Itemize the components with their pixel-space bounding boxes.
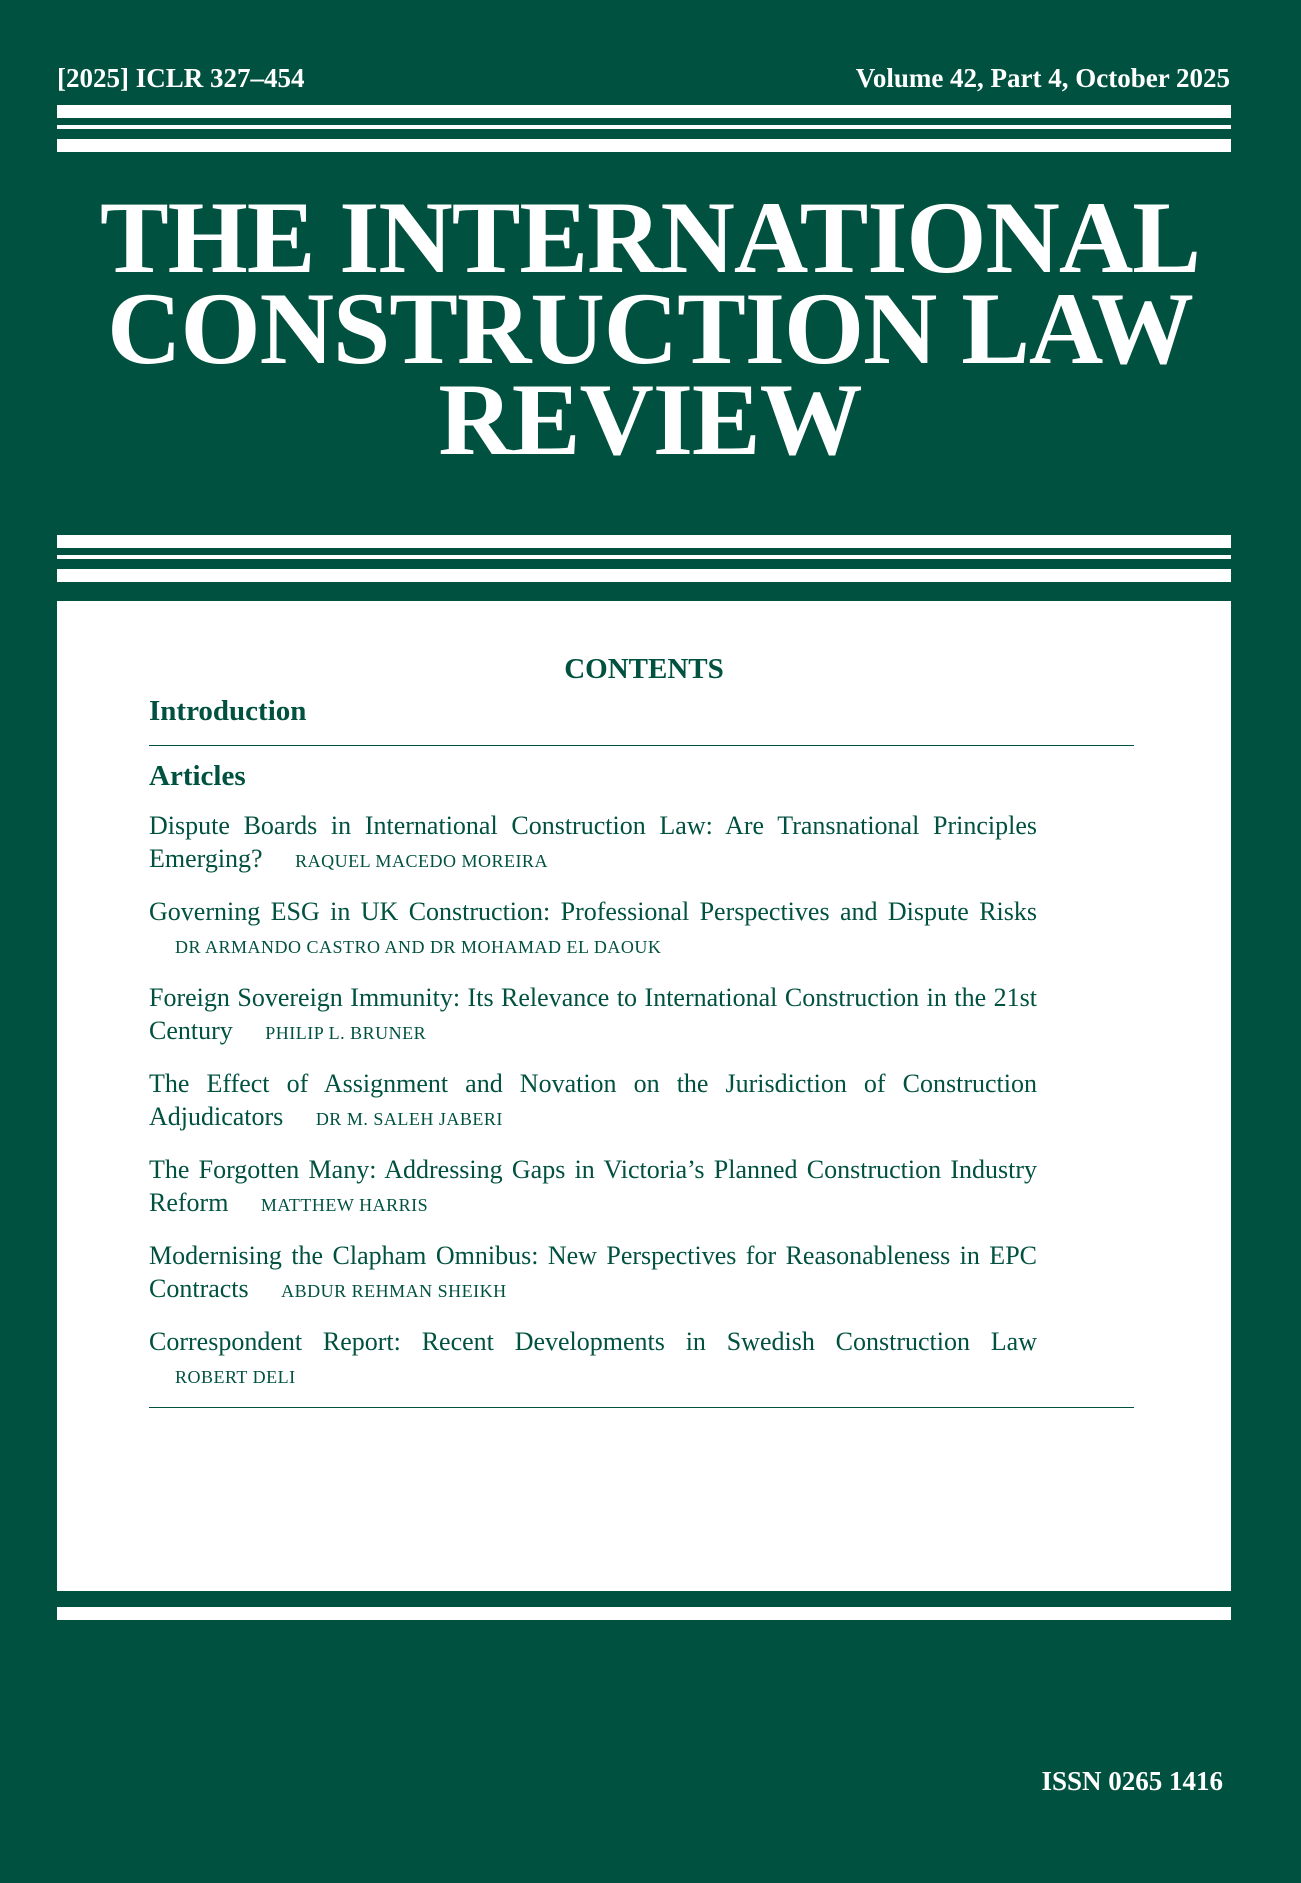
article-entry (149, 1153, 1037, 1222)
top-rule-thick-lower (57, 139, 1231, 152)
article-title: Correspondent Report: Recent Developments in Swedish Construction Law (149, 1327, 1037, 1356)
article-author: ABDUR REHMAN SHEIKH (281, 1281, 507, 1301)
article-entry (149, 981, 1037, 1050)
contents-divider-bottom (149, 1407, 1134, 1408)
article-entry (149, 895, 1037, 964)
middle-rule-thin (57, 555, 1231, 559)
middle-rule-thick (57, 535, 1231, 548)
middle-rule-thick-lower (57, 569, 1231, 582)
top-rule-thin (57, 125, 1231, 129)
citation-range: [2025] ICLR 327–454 (57, 63, 305, 93)
article-entry (149, 809, 1037, 878)
journal-title (50, 181, 1250, 477)
article-author: DR M. SALEH JABERI (315, 1109, 503, 1129)
article-author: ROBERT DELI (175, 1367, 296, 1387)
issue-info: Volume 42, Part 4, October 2025 (855, 63, 1230, 93)
bottom-rule (57, 1607, 1231, 1620)
article-author: MATTHEW HARRIS (260, 1195, 429, 1215)
article-author: DR ARMANDO CASTRO AND DR MOHAMAD EL DAOUK (175, 937, 662, 957)
contents-panel (57, 601, 1231, 1591)
article-title: Modernising the Clapham Omnibus: New Perspectives for Reasonableness in EPC Contracts (149, 1241, 1037, 1303)
article-author: RAQUEL MACEDO MOREIRA (295, 851, 548, 871)
article-title: The Forgotten Many: Addressing Gaps in Victoria’s Planned Construction Industry Reform (149, 1155, 1037, 1217)
issn-number: ISSN 0265 1416 (1041, 1766, 1223, 1796)
article-list (149, 809, 1037, 1411)
article-entry (149, 1239, 1037, 1308)
article-title: Dispute Boards in International Construction Law: Are Transnational Principles Emerging? (149, 811, 1037, 873)
article-entry (149, 1067, 1037, 1136)
contents-heading: CONTENTS (564, 653, 724, 685)
article-entry (149, 1325, 1037, 1394)
journal-title-line-2: CONSTRUCTION LAW (107, 272, 1193, 386)
article-title: Governing ESG in UK Construction: Professional Perspectives and Dispute Risks (149, 897, 1037, 926)
contents-divider-top (149, 745, 1134, 746)
article-title: Foreign Sovereign Immunity: Its Relevance to International Construction in the 21st Century (149, 983, 1037, 1045)
articles-heading: Articles (149, 760, 246, 792)
journal-title-line-3: REVIEW (438, 363, 862, 477)
introduction-heading: Introduction (149, 695, 307, 727)
article-author: PHILIP L. BRUNER (265, 1023, 427, 1043)
journal-title-line-1: THE INTERNATIONAL (99, 181, 1200, 295)
article-title: The Effect of Assignment and Novation on the Jurisdiction of Construction Adjudicators (149, 1069, 1037, 1131)
top-rule-thick (57, 105, 1231, 118)
